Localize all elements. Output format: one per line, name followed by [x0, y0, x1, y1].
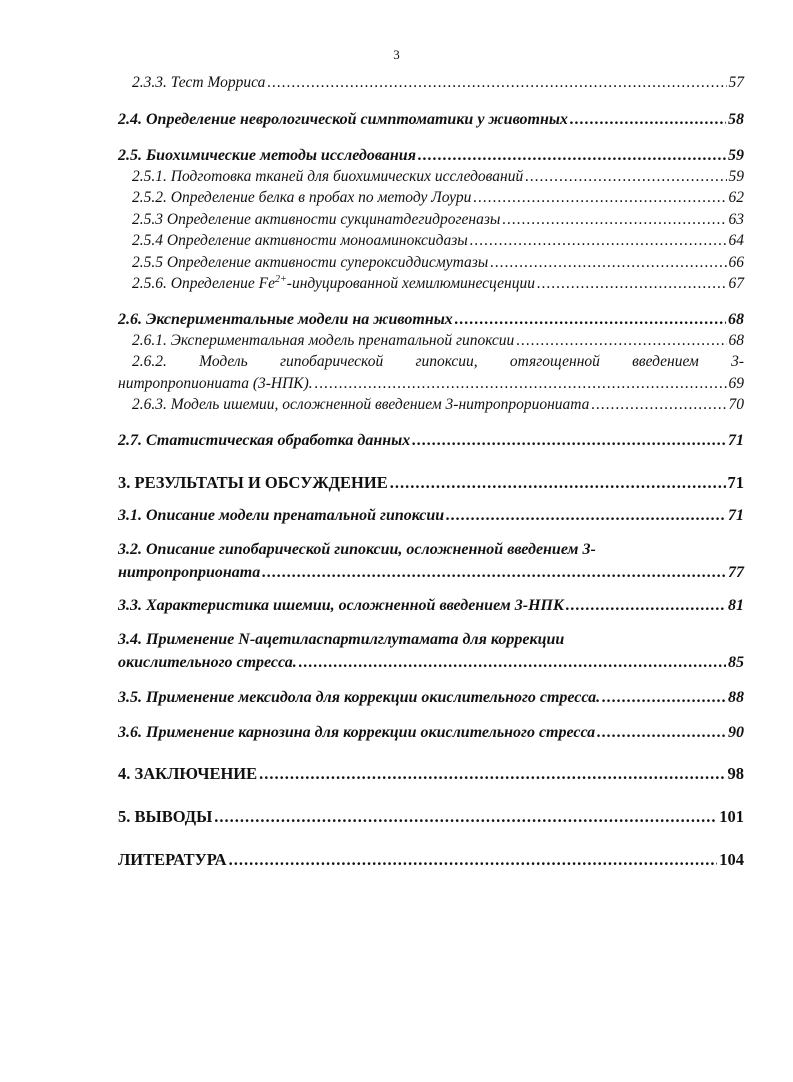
toc-entry-page: 69 [728, 374, 744, 392]
dot-leader [446, 505, 726, 526]
toc-entry-page: 57 [728, 74, 744, 91]
dot-leader [455, 309, 726, 330]
toc-entry-title: 5. ВЫВОДЫ [118, 806, 213, 826]
dot-leader [566, 595, 726, 616]
superscript-charge: 2+ [275, 273, 287, 285]
toc-entry-page: 59 [728, 167, 744, 185]
toc-entry-literature [118, 849, 744, 870]
toc-entry-3-4 [118, 652, 744, 673]
toc-entry-page: 88 [728, 688, 744, 706]
toc-entry-title: 2.4. Определение неврологической симптоматики у животных [118, 110, 568, 128]
dot-leader [412, 430, 726, 451]
toc-entry-4 [118, 763, 744, 784]
toc-entry-2-6-3 [118, 394, 744, 416]
toc-entry-2-5-4 [118, 230, 744, 252]
toc-entry-title: 3.5. Применение мексидола для коррекции окислительного стресса. [118, 688, 601, 706]
dot-leader [259, 763, 725, 784]
toc-entry-2-5-2 [118, 187, 744, 209]
page-number: 3 [393, 47, 400, 62]
dot-leader [470, 230, 727, 252]
toc-entry-title: 2.5.3 Определение активности сукцинатдегидрогеназы [132, 210, 501, 228]
dot-leader [570, 109, 726, 130]
toc-entry-3-2-line1: 3.2. Описание гипобарической гипоксии, осложненной введением 3- [118, 540, 596, 558]
toc-entry-page: 70 [728, 396, 744, 413]
toc-entry-page: 67 [728, 275, 744, 292]
toc-entry-title: 2.5.1. Подготовка тканей для биохимических исследований [132, 167, 524, 185]
toc-entry-title: 2.7. Статистическая обработка данных [118, 431, 411, 449]
toc-entry-page: 68 [728, 331, 744, 349]
toc-entry-2-6-1 [118, 330, 744, 352]
toc-entry-page: 98 [727, 763, 744, 783]
toc-entry-3-1 [118, 505, 744, 526]
toc-entry-page: 85 [728, 653, 744, 671]
toc-entry-page: 68 [728, 310, 744, 328]
toc-entry-2-5-1 [118, 166, 744, 188]
toc-entry-title-part: 2.5.6. Определение Fe [132, 275, 276, 292]
toc-entry-3-5 [118, 687, 744, 708]
dot-leader [525, 166, 726, 188]
toc-entry-title: 3.1. Описание модели пренатальной гипоксии [118, 506, 445, 524]
dot-leader [537, 273, 727, 295]
dot-leader [390, 472, 726, 493]
toc-entry-page: 71 [727, 472, 744, 492]
toc-entry-page: 71 [728, 431, 744, 449]
toc-entry-3-4-line1: 3.4. Применение N-ацетиласпартилглутамата для коррекции [118, 630, 565, 648]
toc-entry-2-6 [118, 309, 744, 330]
toc-entry-title: 2.5.2. Определение белка в пробах по методу Лоури [132, 189, 472, 206]
dot-leader [597, 722, 726, 743]
toc-entry-title: 3.3. Характеристика ишемии, осложненной введением 3-НПК [118, 596, 564, 614]
toc-entry-3-3 [118, 595, 744, 616]
toc-entry-title [132, 273, 535, 295]
dot-leader [602, 687, 726, 708]
toc-entry-2-5-3 [118, 209, 744, 231]
toc-entry-page: 104 [719, 849, 744, 869]
toc-entry-page: 90 [728, 723, 744, 741]
toc-entry-title: нитропроприоната [118, 563, 261, 581]
dot-leader [502, 209, 726, 231]
dot-leader [262, 562, 726, 583]
toc-entry-title: 2.6.1. Экспериментальная модель пренатальной гипоксии [132, 331, 515, 349]
toc-entry-title: 3.6. Применение карнозина для коррекции окислительного стресса [118, 723, 596, 741]
toc-entry-2-5-6 [118, 273, 744, 295]
toc-entry-page: 63 [728, 210, 744, 228]
dot-leader [473, 187, 726, 209]
toc-entry-title: 2.3.3. Тест Морриса [132, 74, 266, 91]
dot-leader [315, 373, 727, 395]
dot-leader [267, 72, 726, 94]
toc-entry-title: 2.5. Биохимические методы исследования [118, 146, 416, 164]
toc-entry-title: 2.5.5 Определение активности супероксиддисмутазы [132, 253, 489, 271]
dot-leader [299, 652, 726, 673]
toc-entry-title: нитропропиониата (3-НПК). [118, 374, 313, 392]
dot-leader [229, 849, 718, 870]
toc-entry-title-part: -индуцированной хемилюминесценции [286, 275, 535, 292]
toc-entry-2-3-3 [118, 72, 744, 94]
dot-leader [214, 806, 717, 827]
dot-leader [591, 394, 726, 416]
toc-entry-page: 58 [728, 110, 744, 128]
toc-entry-3-6 [118, 722, 744, 743]
toc-entry-2-6-2-line1: 2.6.2. Модель гипобарической гипоксии, отягощенной введением 3- [132, 353, 744, 370]
toc-entry-title: 4. ЗАКЛЮЧЕНИЕ [118, 763, 258, 783]
toc-entry-page: 81 [728, 596, 744, 614]
dot-leader [490, 252, 726, 274]
toc-entry-page: 62 [728, 189, 744, 206]
toc-entry-page: 71 [728, 506, 744, 524]
toc-entry-title: 2.5.4 Определение активности моноаминоксидазы [132, 232, 468, 249]
toc-entry-title: окислительного стресса. [118, 653, 297, 671]
toc-entry-title: ЛИТЕРАТУРА [118, 849, 227, 869]
toc-entry-title: 3. РЕЗУЛЬТАТЫ И ОБСУЖДЕНИЕ [118, 472, 388, 492]
toc-entry-page: 101 [719, 806, 744, 826]
toc-entry-2-5-5 [118, 252, 744, 274]
toc-entry-3-2 [118, 562, 744, 583]
toc-entry-title: 2.6.3. Модель ишемии, осложненной введением 3-нитропрориониата [132, 396, 590, 413]
dot-leader [418, 145, 726, 166]
toc-entry-page: 66 [728, 253, 744, 271]
toc-entry-2-4 [118, 109, 744, 130]
toc-entry-2-5 [118, 145, 744, 166]
toc-entry-5 [118, 806, 744, 827]
toc-entry-2-7 [118, 430, 744, 451]
toc-entry-page: 59 [728, 146, 744, 164]
table-of-contents [118, 72, 744, 870]
dot-leader [516, 330, 726, 352]
toc-entry-title: 2.6. Экспериментальные модели на животных [118, 310, 453, 328]
toc-entry-3 [118, 472, 744, 493]
toc-entry-2-6-2 [118, 373, 744, 395]
toc-entry-page: 77 [728, 563, 744, 581]
toc-entry-page: 64 [728, 232, 744, 249]
